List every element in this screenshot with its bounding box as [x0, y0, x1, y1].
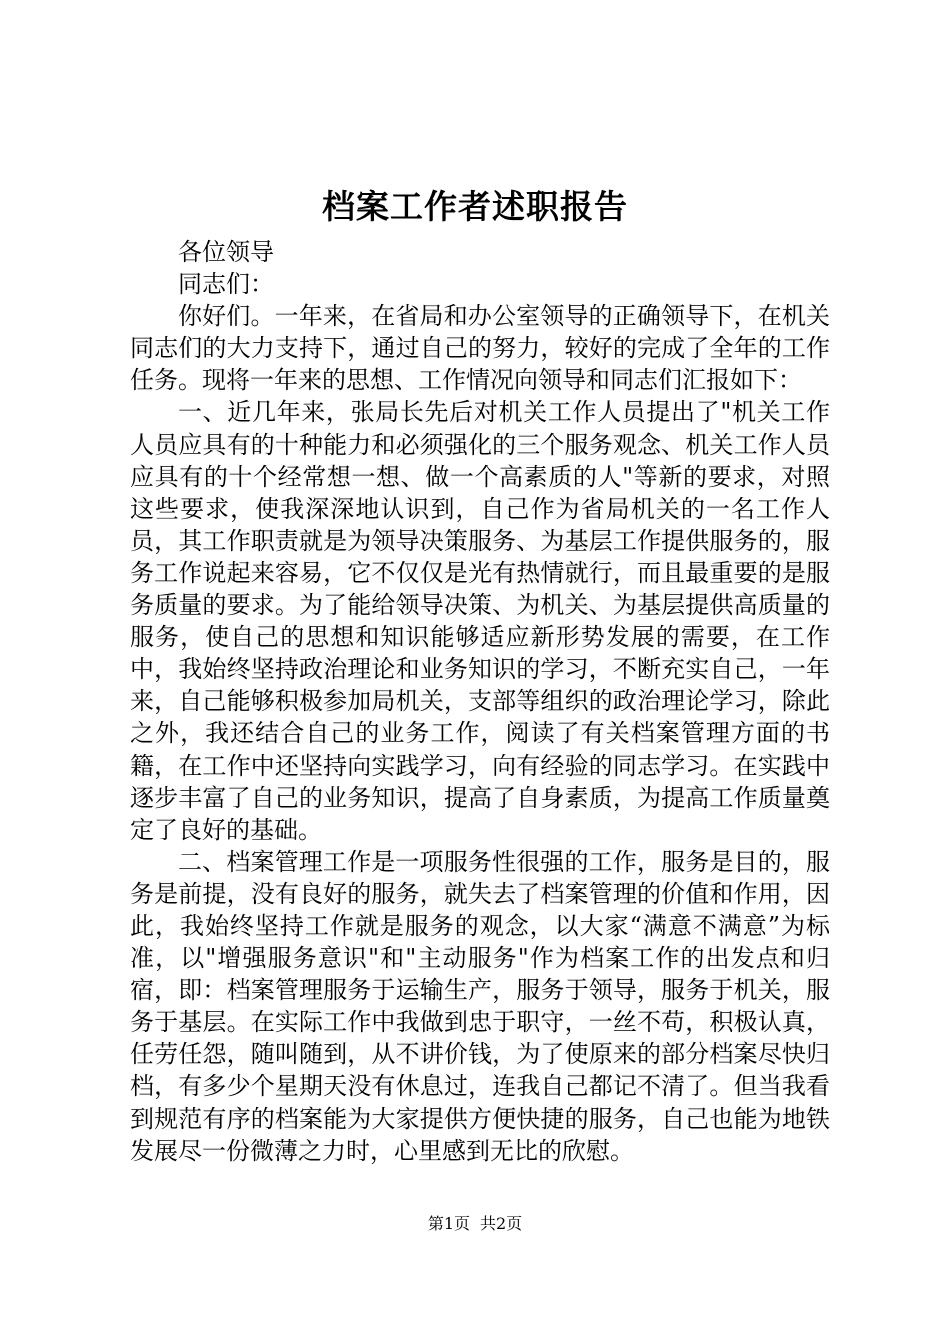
paragraph-intro: 你好们。一年来，在省局和办公室领导的正确领导下，在机关同志们的大力支持下，通过自己的努力，较好的完成了全年的工作任务。现将一年来的思想、工作情况向领导和同志们汇报如下： [130, 302, 830, 395]
page-total: 共2页 [480, 1214, 523, 1233]
page-number: 第1页 [427, 1214, 470, 1233]
salutation-comrades: 同志们： [178, 270, 274, 299]
salutation-leaders: 各位领导 [178, 238, 274, 266]
document-body [130, 236, 830, 1167]
paragraph-section-one: 一、近几年来，张局长先后对机关工作人员提出了"机关工作人员应具有的十种能力和必须强化的三个服务观念、机关工作人员应具有的十个经常想一想、做一个高素质的人"等新的要求，对照这些要求，使我深深地认识到，自己作为省局机关的一名工作人员，其工作职责就是为领导决策服务、为基层工作提供服务的，服务工作说起来容易，它不仅仅是光有热情就行，而且最重要的是服务质量的要求。为了能给领导决策、为机关、为基层提供高质量的服务，使自己的思想和知识能够适应新形势发展的需要，在工作中，我始终坚持政治理论和业务知识的学习，不断充实自己，一年来，自己能够积极参加局机关，支部等组织的政治理论学习，除此之外，我还结合自己的业务工作，阅读了有关档案管理方面的书籍，在工作中还坚持向实践学习，向有经验的同志学习。在实践中逐步丰富了自己的业务知识，提高了自身素质，为提高工作质量奠定了良好的基础。 [130, 398, 830, 844]
paragraph-section-two: 二、档案管理工作是一项服务性很强的工作，服务是目的，服务是前提，没有良好的服务，就失去了档案管理的价值和作用，因此，我始终坚持工作就是服务的观念，以大家“满意不满意”为标准，以"增强服务意识"和"主动服务"作为档案工作的出发点和归宿，即：档案管理服务于运输生产，服务于领导，服务于机关，服务于基层。在实际工作中我做到忠于职守，一丝不苟，积极认真，任劳任怨，随叫随到，从不讲价钱，为了使原来的部分档案尽快归档，有多少个星期天没有休息过，连我自己都记不清了。但当我看到规范有序的档案能为大家提供方便快捷的服务，自己也能为地铁发展尽一份微薄之力时，心里感到无比的欣慰。 [130, 847, 830, 1165]
document-title: 档案工作者述职报告 [322, 187, 628, 226]
page-footer [0, 1212, 950, 1236]
